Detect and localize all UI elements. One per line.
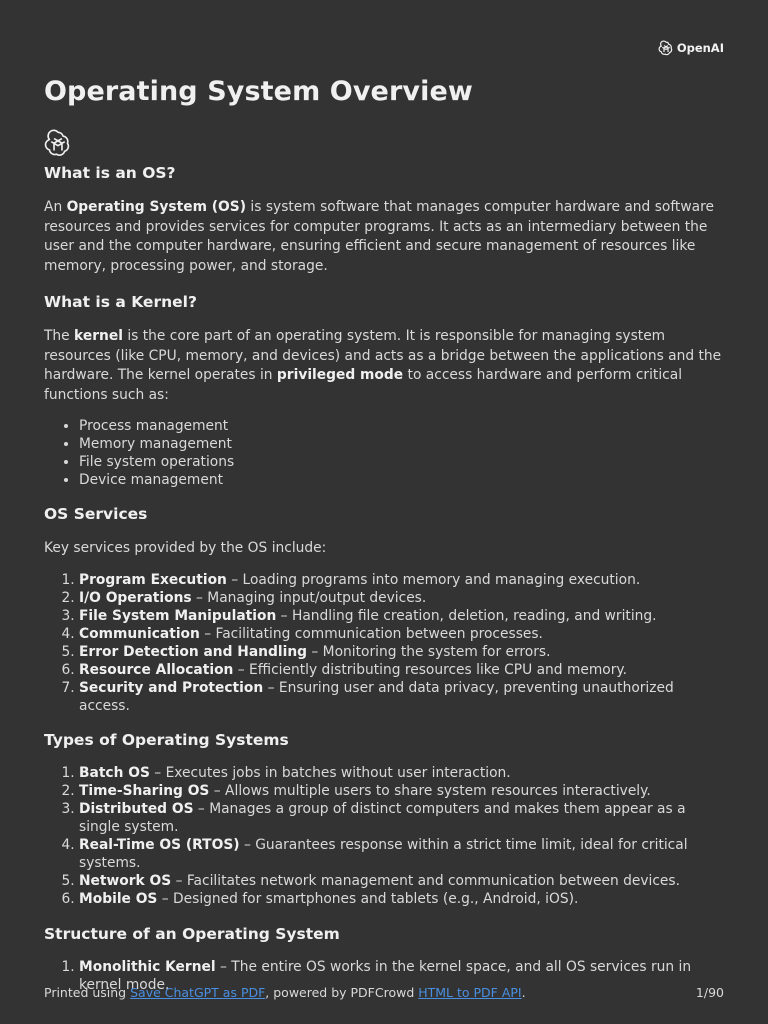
save-chatgpt-as-pdf-link[interactable]: Save ChatGPT as PDF bbox=[130, 985, 266, 1000]
list-item: • Device management bbox=[79, 471, 726, 489]
heading-kernel: What is a Kernel? bbox=[44, 293, 197, 311]
list-item: 6. Mobile OS – Designed for smartphones and tablets (e.g., Android, iOS). bbox=[79, 890, 726, 908]
list-item: 1. Program Execution – Loading programs into memory and managing execution. bbox=[79, 571, 726, 589]
chatgpt-logo-icon bbox=[44, 129, 72, 157]
list-item: 2. Time-Sharing OS – Allows multiple users to share system resources interactively. bbox=[79, 782, 726, 800]
footer-credit: Printed using Save ChatGPT as PDF, powered by PDFCrowd HTML to PDF API. bbox=[44, 985, 526, 1000]
openai-brand bbox=[658, 40, 724, 56]
heading-what-os: What is an OS? bbox=[44, 164, 176, 182]
list-item: • File system operations bbox=[79, 453, 726, 471]
list-item: • Process management bbox=[79, 417, 726, 435]
page-footer bbox=[44, 985, 724, 1000]
list-item: 3. Distributed OS – Manages a group of distinct computers and makes them appear as a single system. bbox=[79, 800, 726, 836]
list-item: 3. File System Manipulation – Handling file creation, deletion, reading, and writing. bbox=[79, 607, 726, 625]
services-list bbox=[44, 571, 726, 715]
list-item: 5. Network OS – Facilitates network management and communication between devices. bbox=[79, 872, 726, 890]
kernel-functions-list bbox=[44, 417, 726, 489]
brand-name: OpenAI bbox=[676, 41, 724, 55]
os-types-list bbox=[44, 764, 726, 908]
heading-os-structure: Structure of an Operating System bbox=[44, 924, 340, 943]
heading-os-services: OS Services bbox=[44, 505, 148, 523]
services-intro: Key services provided by the OS include: bbox=[44, 540, 327, 556]
list-item: 5. Error Detection and Handling – Monitoring the system for errors. bbox=[79, 643, 726, 661]
document-body bbox=[44, 163, 726, 994]
list-item: 1. Batch OS – Executes jobs in batches without user interaction. bbox=[79, 764, 726, 782]
list-item: 4. Real-Time OS (RTOS) – Guarantees response within a strict time limit, ideal for critical systems. bbox=[79, 836, 726, 872]
html-to-pdf-api-link[interactable]: HTML to PDF API bbox=[418, 985, 522, 1000]
list-item: 7. Security and Protection – Ensuring user and data privacy, preventing unauthorized access. bbox=[79, 679, 726, 715]
heading-os-types: Types of Operating Systems bbox=[44, 730, 289, 749]
list-item: 2. I/O Operations – Managing input/output devices. bbox=[79, 589, 726, 607]
list-item: 6. Resource Allocation – Efficiently distributing resources like CPU and memory. bbox=[79, 661, 726, 679]
list-item: 1. Monolithic Kernel – The entire OS works in the kernel space, and all OS services run in kernel mode. bbox=[79, 958, 726, 994]
paragraph-kernel: The kernel is the core part of an operating system. It is responsible for managing system resources (like CPU, memory, and devices) and acts as a bridge between the applications and the hardware. The kernel operates in privileged mode to access hardware and perform critical functions such as: bbox=[44, 328, 722, 403]
list-item: 4. Communication – Facilitating communication between processes. bbox=[79, 625, 726, 643]
openai-logo-icon bbox=[658, 40, 674, 56]
paragraph-what-os: An Operating System (OS) is system software that manages computer hardware and software resources and provides services for computer programs. It acts as an intermediary between the user and the computer hardware, ensuring efficient and secure management of resources like memory, processing power, and storage. bbox=[44, 199, 714, 274]
list-item: • Memory management bbox=[79, 435, 726, 453]
page-number: 1/90 bbox=[695, 985, 724, 1000]
page-title: Operating System Overview bbox=[44, 76, 473, 107]
